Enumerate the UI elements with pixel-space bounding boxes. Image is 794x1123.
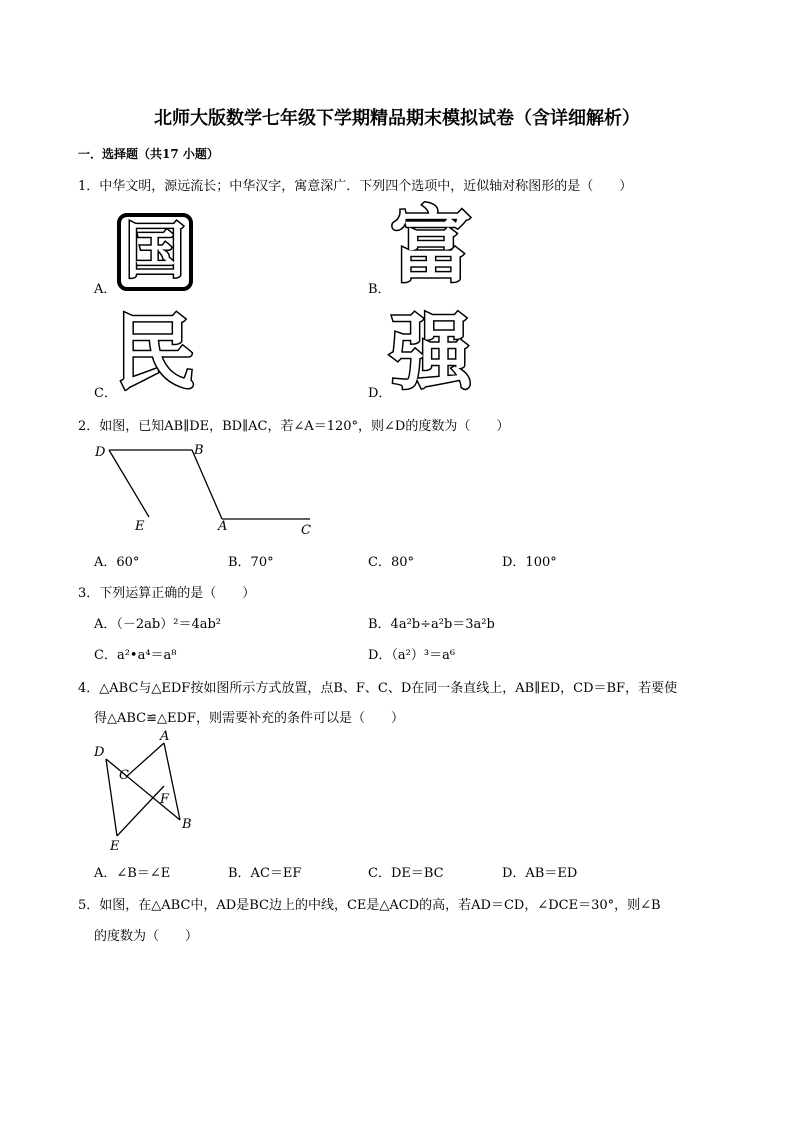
q1-option-d-label: D． (368, 386, 392, 401)
question-5-stem-line1: 5．如图，在△ABC中，AD是BC边上的中线，CE是△ACD的高，若AD＝CD，∠DCE＝30°，则∠B (78, 898, 661, 913)
q4-option-d: D．AB＝ED (502, 866, 578, 881)
q3-option-c: C．a²•a⁴＝a⁸ (94, 648, 177, 663)
q2-label-a: A (218, 519, 228, 534)
q4-option-b: B．AC＝EF (228, 866, 302, 881)
q4-option-a: A．∠B＝∠E (94, 866, 171, 881)
q1-option-d-char: 强 (390, 305, 473, 401)
page-title: 北师大版数学七年级下学期精品期末模拟试卷（含详细解析） (154, 108, 640, 129)
q4-label-f: F (160, 792, 170, 807)
q1-option-c-label: C． (94, 386, 117, 401)
q3-option-d: D．（a²）³＝a⁶ (368, 648, 456, 663)
q1-option-c-char: 民 (114, 305, 197, 401)
q4-option-c: C．DE＝BC (368, 866, 444, 881)
question-3-stem: 3．下列运算正确的是（ ） (78, 586, 256, 601)
q2-figure (88, 440, 328, 540)
q2-option-c: C．80° (368, 555, 414, 570)
q4-label-d: D (94, 745, 105, 760)
q2-label-e: E (135, 519, 145, 534)
q4-label-b: B (182, 817, 192, 832)
q1-option-a-glyph (117, 213, 193, 291)
q2-label-d: D (95, 445, 106, 460)
question-4-stem-line1: 4．△ABC与△EDF按如图所示方式放置，点B、F、C、D在同一条直线上，AB∥ED，CD＝BF，若要使 (78, 681, 678, 696)
question-1-stem: 1．中华文明，源远流长；中华汉字，寓意深广．下列四个选项中，近似轴对称图形的是（ ） (78, 179, 633, 194)
q1-option-b-label: B． (368, 282, 391, 297)
q1-option-a-char: 国 (125, 217, 185, 287)
question-5-stem-line2: 的度数为（ ） (94, 929, 199, 944)
q2-option-d: D．100° (502, 555, 557, 570)
q2-label-c: C (301, 523, 311, 538)
section-heading: 一．选择题（共17 小题） (78, 147, 219, 161)
q1-option-b-char: 富 (390, 198, 473, 294)
question-4-stem-line2: 得△ABC≌△EDF，则需要补充的条件可以是（ ） (94, 711, 404, 726)
q2-option-b: B．70° (228, 555, 274, 570)
q4-figure (88, 728, 208, 853)
q2-option-a: A．60° (94, 555, 140, 570)
q3-option-a: A．（－2ab）²＝4ab² (94, 617, 221, 632)
q2-label-b: B (194, 443, 204, 458)
q3-option-b: B．4a²b÷a²b＝3a²b (368, 617, 495, 632)
question-2-stem: 2．如图，已知AB∥DE，BD∥AC，若∠A＝120°，则∠D的度数为（ ） (78, 419, 510, 434)
q1-option-a-label: A． (94, 282, 117, 297)
q4-label-c: C (119, 768, 129, 783)
q4-label-a: A (160, 729, 170, 744)
q4-label-e: E (110, 839, 120, 853)
